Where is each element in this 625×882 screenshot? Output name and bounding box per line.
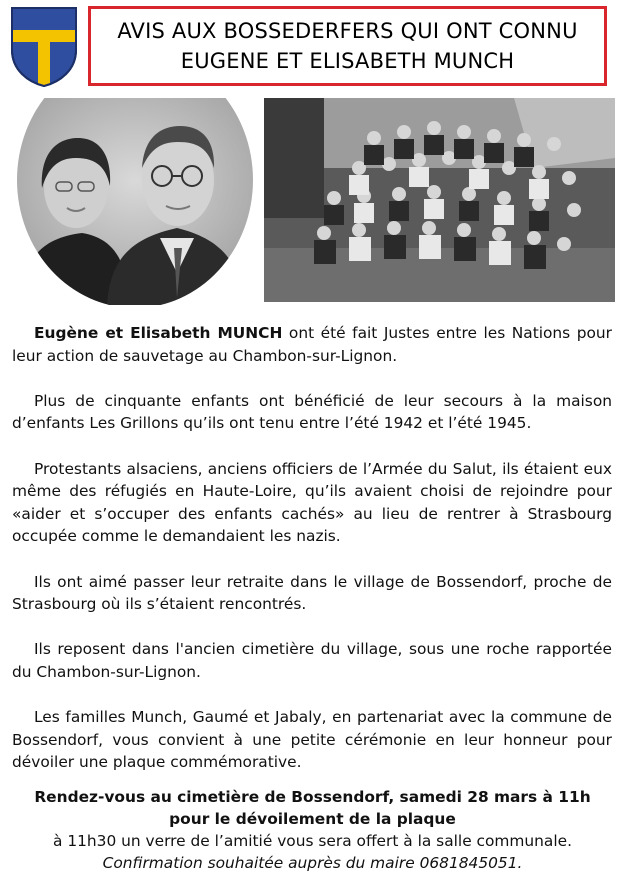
names-bold: Eugène et Elisabeth MUNCH: [34, 324, 283, 342]
title-line-1: AVIS AUX BOSSEDERFERS QUI ONT CONNU: [117, 19, 578, 43]
body-text: [12, 322, 612, 796]
title-box: [88, 6, 607, 86]
paragraph-3: Protestants alsaciens, anciens officiers de l’Armée du Salut, ils étaient eux même des réfugiés en Haute-Loire, qu’ils avaient choisi de rejoindre pour «aider et s’occuper des enfants cachés» au lieu de rentrer à Strasbourg occupée comme le demandaient les nazis.: [12, 459, 612, 546]
unveiling-line: pour le dévoilement de la plaque: [169, 810, 456, 828]
paragraph-1-text: ont été fait Justes entre les Nations pour leur action de sauvetage au Chambon-sur-Lignon.: [12, 324, 612, 365]
reception-line: à 11h30 un verre de l’amitié vous sera offert à la salle communale.: [53, 832, 572, 850]
event-line: Rendez-vous au cimetière de Bossendorf, samedi 28 mars à 11h: [34, 788, 591, 806]
closing-block: [0, 786, 625, 874]
village-crest-icon: [10, 6, 78, 88]
paragraph-5: Ils reposent dans l'ancien cimetière du village, sous une roche rapportée du Chambon-sur-Lignon.: [12, 640, 612, 681]
title-line-2: EUGENE ET ELISABETH MUNCH: [180, 49, 515, 73]
paragraph-4: Ils ont aimé passer leur retraite dans le village de Bossendorf, proche de Strasbourg où ils s’étaient rencontrés.: [12, 572, 612, 614]
paragraph-2: Plus de cinquante enfants ont bénéficié de leur secours à la maison d’enfants Les Grillons qu’ils ont tenu entre l’été 1942 et l’été 1945.: [12, 391, 612, 433]
paragraph-6: Les familles Munch, Gaumé et Jabaly, en partenariat avec la commune de Bossendorf, vous convient à une petite cérémonie en leur honneur pour dévoiler une plaque commémorative.: [12, 708, 612, 772]
couple-portrait-photo: [12, 98, 258, 305]
confirmation-line: Confirmation souhaitée auprès du maire 0681845051.: [102, 854, 523, 872]
paragraph-1: [12, 322, 612, 367]
children-group-photo: [264, 98, 615, 302]
